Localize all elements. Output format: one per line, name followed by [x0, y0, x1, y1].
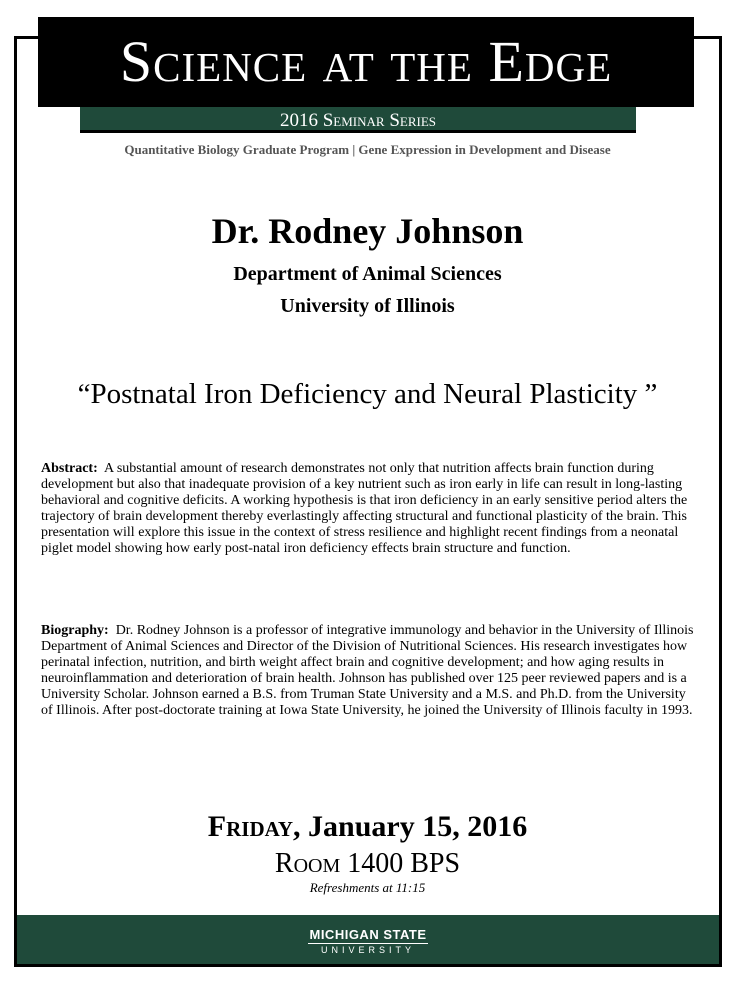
biography-text: Dr. Rodney Johnson is a professor of integrative immunology and behavior in the University of Illinois Department of Animal Sciences and Director of the Division of Nutritional Sciences. His research investigates how perinatal infection, nutrition, and birth weight affect brain and cognitive development; and how aging results in neuroinflammation and deterioration of brain health. Johnson has published over 125 peer reviewed papers and is a University Scholar. Johnson earned a B.S. from Truman State University and a M.S. and Ph.D. from the University of Illinois. After post-doctorate training at Iowa State University, he joined the University of Illinois faculty in 1993.	[41, 623, 694, 718]
speaker-university: University of Illinois	[280, 295, 455, 317]
event-day: Friday,	[207, 810, 301, 843]
seminar-series-bar: 2016 Seminar Series	[80, 107, 636, 133]
abstract-label: Abstract:	[41, 461, 98, 476]
abstract-paragraph	[41, 461, 695, 557]
biography-paragraph	[41, 623, 695, 719]
talk-title: “Postnatal Iron Deficiency and Neural Plasticity ”	[77, 378, 658, 410]
footer-bar	[17, 915, 719, 964]
series-title: Science at the Edge	[38, 17, 694, 107]
speaker-department: Department of Animal Sciences	[233, 263, 502, 285]
msu-logo-bottom: UNIVERSITY	[320, 945, 415, 955]
refreshments-note: Refreshments at 11:15	[309, 880, 426, 895]
event-room: Room 1400 BPS	[274, 848, 461, 879]
event-date	[0, 810, 735, 844]
speaker-name: Dr. Rodney Johnson	[211, 211, 524, 251]
msu-logo-top: MICHIGAN STATE	[309, 927, 427, 942]
abstract-text: A substantial amount of research demonstrates not only that nutrition affects brain function during development but also that inadequate provision of a key nutrient such as iron early in life can result in long-lasting behavioral and cognitive deficits. A working hypothesis is that iron deficiency in an early sensitive period alters the trajectory of brain development thereby everlastingly affecting structural and functional plasticity of the brain. This presentation will explore this issue in the context of stress resilience and highlight recent findings from a neonatal piglet model showing how early post-natal iron deficiency effects brain structure and function.	[41, 461, 688, 556]
event-date-text: January 15, 2016	[308, 810, 528, 843]
msu-logo-rule	[308, 943, 428, 944]
program-line: Quantitative Biology Graduate Program | Gene Expression in Development and Disease	[124, 142, 611, 157]
biography-label: Biography:	[41, 623, 109, 638]
